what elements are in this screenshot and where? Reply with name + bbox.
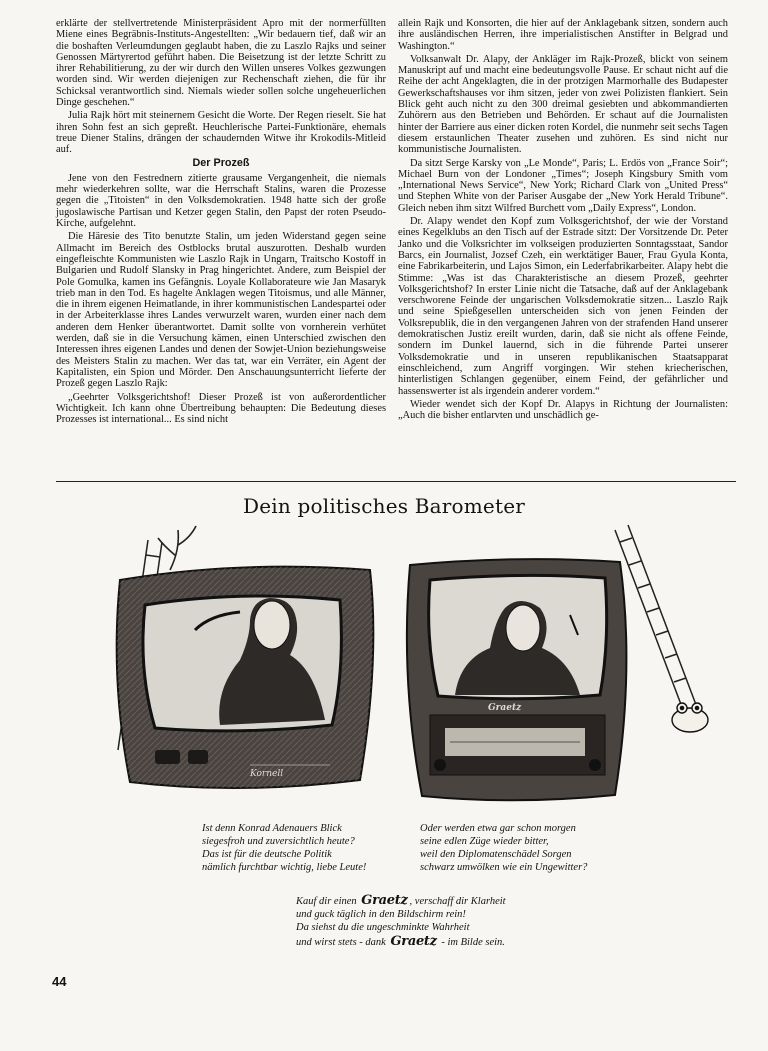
paragraph: „Geehrter Volksgerichtshof! Dieser Prozeß ist von außerordentlicher Wichtigkeit. Ich kann ohne Übertreibung behaupten: Die Bedeutung dieses Prozesses ist international... Es sind nicht [56, 391, 386, 426]
caption-line: seine edlen Züge wieder bitter, [420, 836, 549, 847]
ladder-illustration [615, 525, 698, 715]
page-number: 44 [52, 974, 67, 989]
twig-illustration [158, 526, 196, 570]
paragraph: Die Häresie des Tito benutzte Stalin, um jeden Widerstand gegen seine Allmacht im Bereich des Ostblocks brutal auszurotten. Deshalb wurden eingefleischte Kommunisten wie Laszlo Rajk in Ungarn, Traitscho Kostoff in Bulgarien und Rudolf Slansky in Prag hingerichtet. Andere, zum Beispiel der Pole Gomulka, kamen ins Gefängnis. Loyale Kollaborateure wie Jan Masaryk trieb man in den Tod. Es hagelte Anklagen wegen Titoismus, und alle Männer, die in ihrem eigenen Heimatlande, in ihrer kommunistischen Landespartei oder in der Arbeiterklasse ihres Landes verwurzelt waren, wurden einer nach dem anderen dem Henker überantwortet. Damit sollte von vornherein verhütet werden, daß sie in die Versuchung kämen, einen Unterschied zwischen den Interessen ihres eigenen Landes und denen der Sowjet-Union beziehungsweise des Meisters Stalin zu machen. Wer das tat, war ein Verräter, ein Agent der Kapitalisten, ein Spion und Mörder. Den Anschauungsunterricht lieferte der Prozeß gegen Laszlo Rajk: [56, 231, 386, 390]
article-column-left [56, 18, 386, 427]
slogan-line: und guck täglich in den Bildschirm rein! [296, 909, 466, 921]
ad-slogan [296, 894, 576, 949]
advertisement-illustration [100, 520, 720, 810]
graetz-logo: Graetz [390, 933, 437, 949]
slogan-line [296, 894, 576, 908]
paragraph: Da sitzt Serge Karsky von „Le Monde“, Paris; L. Erdös von „France Soir“; Michael Burn von der Londoner „Times“; Joseph Kingsbury Smith vom „International News Service“, New York; Richard Clark von „United Press“ und Stephen White von der Pariser Ausgabe der „New York Herald Tribune“. Gleich neben ihm sitzt Wilfred Burchett vom „Daily Express“, London. [398, 157, 728, 214]
paragraph: allein Rajk und Konsorten, die hier auf der Anklagebank sitzen, sondern auch ihre ausländischen Herren, ihre imperialistischen Anstifter in Belgrad und Washington.“ [398, 18, 728, 52]
advertisement-title: Dein politisches Barometer [242, 494, 526, 518]
paragraph: Wieder wendet sich der Kopf Dr. Alapys in Richtung der Journalisten: „Auch die bisher entlarvten und unschädlich ge- [398, 398, 728, 422]
article-column-right [398, 18, 728, 423]
tv-right-brand-label: Graetz [488, 703, 522, 713]
caption-line: Das ist für die deutsche Politik [202, 849, 332, 860]
slogan-line: Da siehst du die ungeschminkte Wahrheit [296, 922, 470, 934]
caption-line: nämlich furchtbar wichtig, liebe Leute! [202, 862, 367, 873]
tv-left-brand-label: Kornell [250, 769, 284, 779]
graetz-logo: Graetz [361, 893, 408, 908]
slogan-text: , verschaff dir Klarheit [409, 896, 506, 907]
ad-caption-left [202, 822, 422, 874]
paragraph: Julia Rajk hört mit steinernem Gesicht die Worte. Der Regen rieselt. Sie hat ihren Sohn fest an sich gepreßt. Heuchlerische Partei-Funktionäre, ehemals treue Diener Stalins, drängen der schaudernden Witwe ihr Krokodils-Mitleid auf. [56, 110, 386, 156]
slogan-text: - im Bilde sein. [441, 936, 505, 948]
frog-icon [672, 703, 708, 732]
ad-caption-right [420, 822, 640, 874]
caption-line: Ist denn Konrad Adenauers Blick [202, 823, 342, 834]
caption-line: Oder werden etwa gar schon morgen [420, 823, 576, 834]
slogan-line [296, 935, 576, 949]
television-left-illustration [117, 567, 374, 788]
paragraph: Dr. Alapy wendet den Kopf zum Volksgerichtshof, der wie der Vorstand eines Kegelklubs an den Tisch auf der Estrade sitzt: Der Vorsitzende Dr. Peter Janko und die Volksrichter im volkseigen produzierten Sonntagsstaat, Sandor Barcs, ein Journalist, Jozsef Czeh, ein werktätiger Bauer, Frau Gyula Konta, eine Fabrikarbeiterin, und Lajos Simon, ein Lederfabrikarbeiter. Alapy hebt die Stimme: „Was ist das Charakteristische an diesem Prozeß, geehrter Volksgerichtshof? In erster Linie nicht die Tatsache, daß auf der Anklagebank verschworene Feinde der ungarischen Volksdemokratie sitzen... Laszlo Rajk und seine Spießgesellen unterscheiden sich von jenen Feinden der Volksrepublik, die in den vergangenen Jahren von der strafenden Hand unserer demokratischen Justiz ereilt wurden, darin, daß sie nicht als offene Feinde, sondern im Dunkel lauernd, sich in die führende Partei unserer Volksdemokratie und in unseren republikanischen Staatsapparat einschleichend, zum Angriff vorgingen. Wir stehen kriecherischen, hinterlistigen Schlangen gegenüber, einem Feind, der gefährlicher und hassenswerter ist als irgendein anderer vordem.“ [398, 216, 728, 397]
divider-rule [56, 481, 736, 482]
caption-line: siegesfroh und zuversichtlich heute? [202, 836, 355, 847]
paragraph: erklärte der stellvertretende Ministerpräsident Apro mit der normerfüllten Miene eines Begräbnis-Instituts-Angestellten: „Wir bedauern tief, daß wir an die boshaften Verleumdungen geglaubt haben, die zu Laszlo Rajks und seiner Genossen Märtyrertod geführt haben. Die Beisetzung ist der letzte Schritt zu ihrer Rehabilitierung, zu der wir durch den Willen unseres Volkes gezwungen worden sind. Wir werden diejenigen zur Rechenschaft ziehen, die für ihr Schicksal verantwortlich sind. Niemals wieder sollen solche ungeheuerlichen Dinge geschehen.“ [56, 18, 386, 109]
slogan-text: und wirst stets - dank [296, 936, 386, 948]
section-heading: Der Prozeß [192, 156, 250, 169]
caption-line: schwarz umwölken wie ein Ungewitter? [420, 862, 588, 873]
paragraph: Volksanwalt Dr. Alapy, der Ankläger im Rajk-Prozeß, blickt von seinem Manuskript auf und macht eine bedeutungsvolle Pause. Er schaut nicht auf die Reihe der acht Angeklagten, die in der protzigen Marmorhalle des Budapester Gewerkschaftshauses vor ihm sitzen, jeder von zwei Polizisten flankiert. Sein Blick geht auch nicht zu den 300 dreimal gesiebten und abkommandierten Zuhörern aus den Betrieben und Behörden. Er schaut auf die Journalisten hinter der Barriere aus einer dicken roten Kordel, die nunmehr seit sechs Tagen diesem erstaunlichen Theater zusehen und zuhören. Es sind nicht nur kommunistische Journalisten. [398, 53, 728, 156]
paragraph: Jene von den Festrednern zitierte grausame Vergangenheit, die niemals mehr wiederkehren sollte, war die Herrschaft Stalins, waren die Prozesse gegen die „Titoisten“ in den Volksdemokratien. 1948 hatte sich der große jugoslawische Partisan und Ketzer gegen Stalin, den Papst der roten Pseudo-Kirche, aufgelehnt. [56, 172, 386, 230]
television-right-illustration [407, 559, 627, 800]
slogan-text: Kauf dir einen [296, 896, 357, 907]
caption-line: weil den Diplomatenschädel Sorgen [420, 849, 572, 860]
